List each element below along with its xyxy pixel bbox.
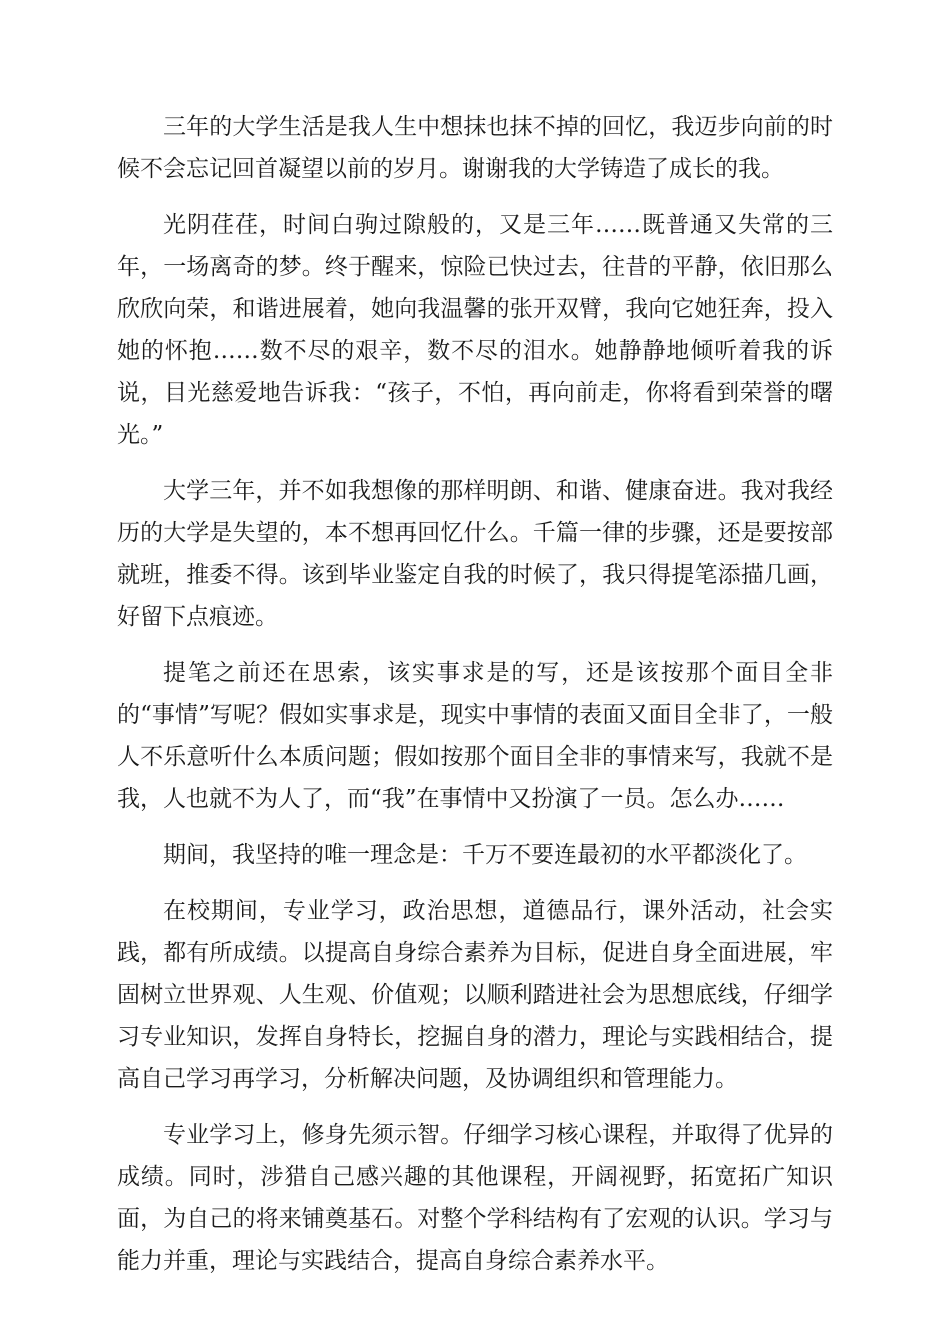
paragraph-5: 期间，我坚持的唯一理念是：千万不要连最初的水平都淡化了。 [163, 842, 807, 868]
paragraph-3: 大学三年，并不如我想像的那样明朗、和谐、健康奋进。我对我经历的大学是失望的，本不想再回忆什么。千篇一律的步骤，还是要按部就班，推委不得。该到毕业鉴定自我的时候了，我只得提笔添描几画，好留下点痕迹。 [117, 478, 833, 630]
document-body [117, 106, 833, 1296]
paragraph-1: 三年的大学生活是我人生中想抹也抹不掉的回忆，我迈步向前的时候不会忘记回首凝望以前的岁月。谢谢我的大学铸造了成长的我。 [117, 114, 833, 182]
paragraph-2: 光阴荏荏，时间白驹过隙般的，又是三年……既普通又失常的三年，一场离奇的梦。终于醒来，惊险已快过去，往昔的平静，依旧那么欣欣向荣，和谐进展着，她向我温馨的张开双臂，我向它她狂奔，投入她的怀抱……数不尽的艰辛，数不尽的泪水。她静静地倾听着我的诉说，目光慈爱地告诉我：“孩子，不怕，再向前走，你将看到荣誉的曙光。” [117, 212, 833, 448]
paragraph-7: 专业学习上，修身先须示智。仔细学习核心课程，并取得了优异的成绩。同时，涉猎自己感兴趣的其他课程，开阔视野，拓宽拓广知识面，为自己的将来铺奠基石。对整个学科结构有了宏观的认识。学习与能力并重，理论与实践结合，提高自身综合素养水平。 [117, 1122, 833, 1274]
paragraph-6: 在校期间，专业学习，政治思想，道德品行，课外活动，社会实践，都有所成绩。以提高自身综合素养为目标，促进自身全面进展，牢固树立世界观、人生观、价值观；以顺利踏进社会为思想底线，仔细学习专业知识，发挥自身特长，挖掘自身的潜力，理论与实践相结合，提高自己学习再学习，分析解决问题，及协调组织和管理能力。 [117, 898, 833, 1092]
paragraph-4: 提笔之前还在思索，该实事求是的写，还是该按那个面目全非的“事情”写呢？假如实事求是，现实中事情的表面又面目全非了，一般人不乐意听什么本质问题；假如按那个面目全非的事情来写，我就不是我，人也就不为人了，而“我”在事情中又扮演了一员。怎么办…… [117, 660, 833, 812]
